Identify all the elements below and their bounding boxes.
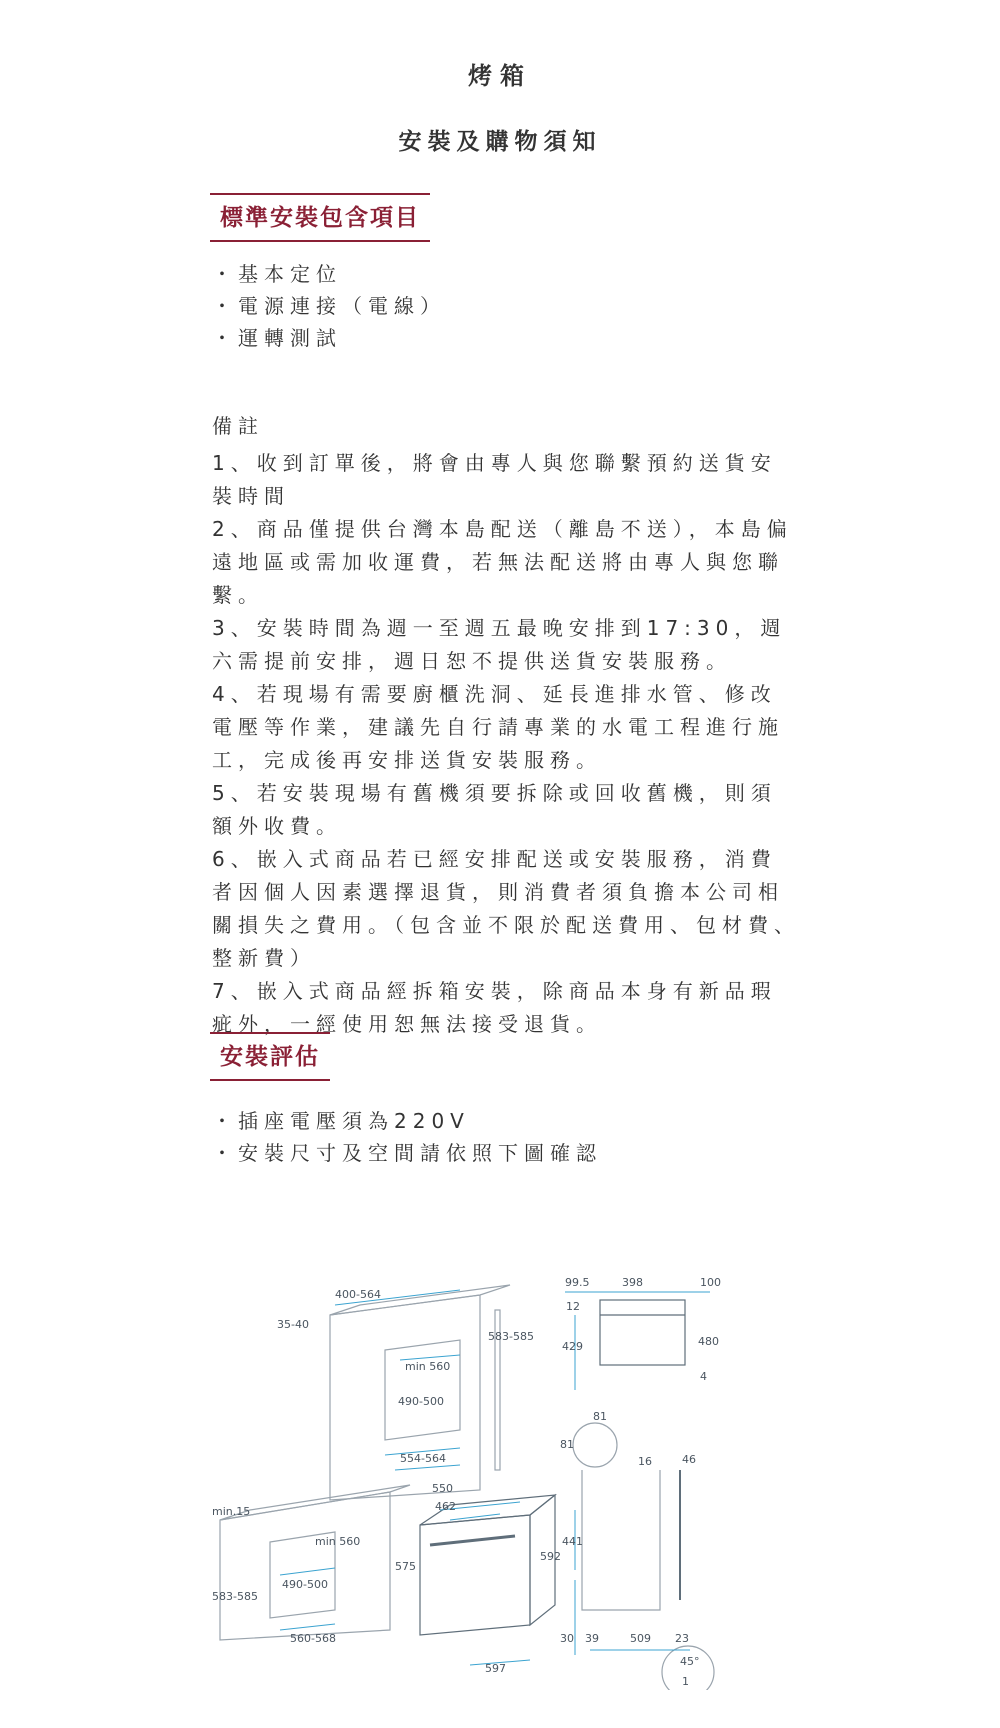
dim-label: 480: [698, 1335, 719, 1348]
notes-heading: 備註: [212, 414, 264, 438]
dim-label: 583-585: [212, 1590, 258, 1603]
note-item: 6、嵌入式商品若已經安排配送或安裝服務，消費者因個人因素選擇退貨，則消費者須負擔本公司相關損失之費用。（包含並不限於配送費用、包材費、整新費）: [212, 847, 800, 970]
dim-label: 39: [585, 1632, 599, 1645]
note-item: 1、收到訂單後，將會由專人與您聯繫預約送貨安裝時間: [212, 451, 777, 508]
dim-label: 583-585: [488, 1330, 534, 1343]
dim-label: min.15: [212, 1505, 251, 1518]
dim-label: 35-40: [277, 1318, 309, 1331]
dim-label: 575: [395, 1560, 416, 1573]
dim-label: 81: [593, 1410, 607, 1423]
dim-label: 398: [622, 1276, 643, 1289]
dim-label: 509: [630, 1632, 651, 1645]
note-item: 7、嵌入式商品經拆箱安裝，除商品本身有新品瑕疵外，一經使用恕無法接受退貨。: [212, 979, 777, 1036]
section-heading-install-assessment: 安裝評估: [210, 1032, 330, 1081]
list-item: ・電源連接（電線）: [212, 294, 446, 318]
oven-handle: [430, 1536, 515, 1545]
dim-label: 23: [675, 1632, 689, 1645]
dim-label: 597: [485, 1662, 506, 1675]
side-view-outline: [582, 1470, 660, 1610]
dim-label: 46: [682, 1453, 696, 1466]
note-item: 5、若安裝現場有舊機須要拆除或回收舊機，則須額外收費。: [212, 781, 777, 838]
section-heading-standard-install: 標準安裝包含項目: [210, 193, 430, 242]
note-item: 2、商品僅提供台灣本島配送（離島不送），本島偏遠地區或需加收運費，若無法配送將由專人與您聯繫。: [212, 517, 793, 607]
dim-label: min 560: [405, 1360, 451, 1373]
upper-cabinet-opening: [385, 1340, 460, 1440]
dimension-drawing: [210, 1270, 800, 1690]
standard-install-list: [212, 258, 446, 354]
dim-label: 81: [560, 1438, 574, 1451]
page-header: [0, 58, 1000, 160]
note-item: 4、若現場有需要廚櫃洗洞、延長進排水管、修改電壓等作業，建議先自行請專業的水電工程進行施工，完成後再安排送貨安裝服務。: [212, 682, 784, 772]
note-item: 3、安裝時間為週一至週五最晚安排到17:30，週六需提前安排，週日恕不提供送貨安裝服務。: [212, 616, 787, 673]
dim-label: 429: [562, 1340, 583, 1353]
dim-label: 400-564: [335, 1288, 381, 1301]
list-item: ・運轉測試: [212, 326, 342, 350]
dim-label: 490-500: [282, 1578, 328, 1591]
dim-label: 12: [566, 1300, 580, 1313]
installation-dimension-diagram: [210, 1270, 800, 1690]
oven-outline: [420, 1515, 530, 1635]
dim-label: 462: [435, 1500, 456, 1513]
dim-label: 100: [700, 1276, 721, 1289]
front-view-oven: [600, 1300, 685, 1365]
dim-label: 550: [432, 1482, 453, 1495]
list-item: ・安裝尺寸及空間請依照下圖確認: [212, 1141, 602, 1165]
dim-label: 560-568: [290, 1632, 336, 1645]
dim-label: 441: [562, 1535, 583, 1548]
dim-label: 592: [540, 1550, 561, 1563]
dim-label: 99.5: [565, 1276, 590, 1289]
dim-label: 1: [682, 1675, 689, 1688]
notes-block: [212, 410, 802, 1041]
dim-label: 30: [560, 1632, 574, 1645]
dim-label: 554-564: [400, 1452, 446, 1465]
dim-label: 45°: [680, 1655, 700, 1668]
dim-label: 4: [700, 1370, 707, 1383]
dim-label: 490-500: [398, 1395, 444, 1408]
dim-label: 16: [638, 1455, 652, 1468]
list-item: ・插座電壓須為220V: [212, 1109, 470, 1133]
page-title: 烤箱: [468, 62, 532, 90]
detail-circle-1: [573, 1423, 617, 1467]
page-subtitle: 安裝及購物須知: [398, 129, 602, 155]
list-item: ・基本定位: [212, 262, 342, 286]
install-assessment-list: [212, 1105, 602, 1169]
dim-label: min 560: [315, 1535, 361, 1548]
